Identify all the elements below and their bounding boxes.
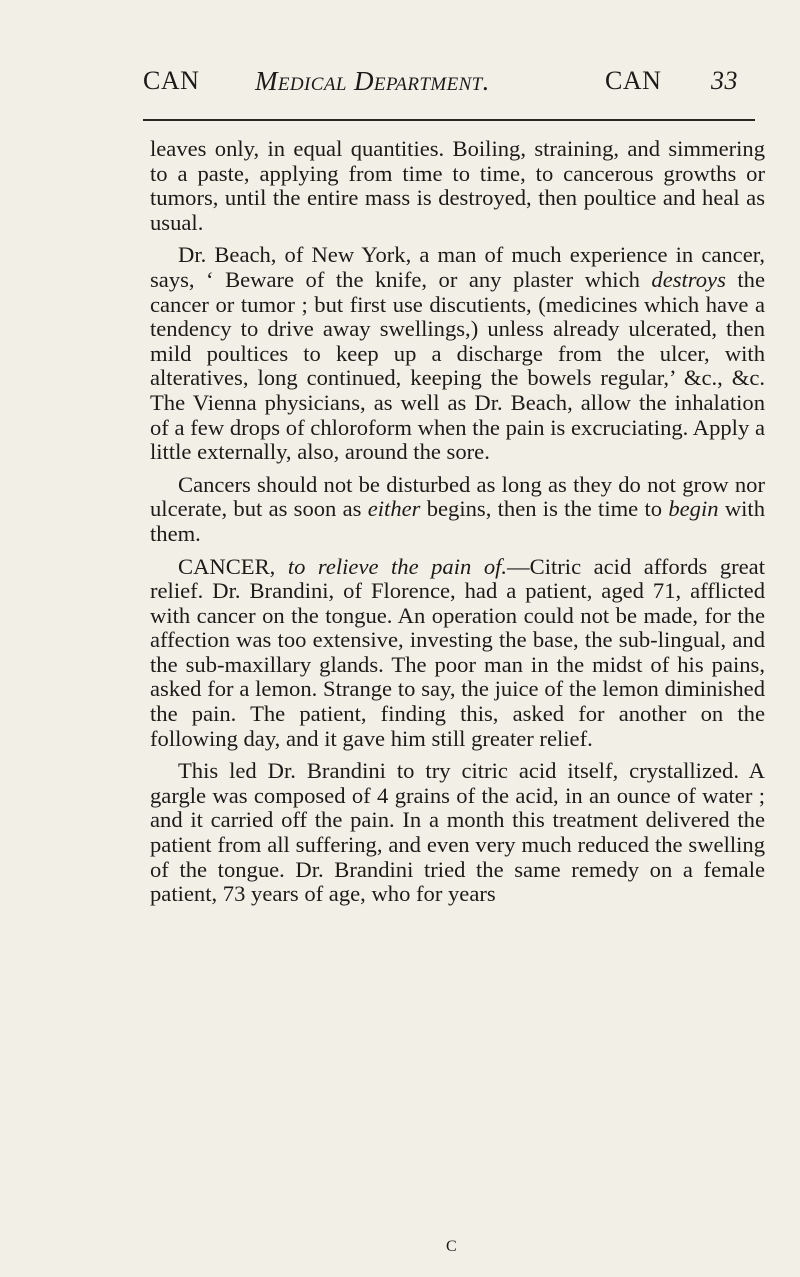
paragraph-2: [150, 243, 765, 464]
header-rule: [143, 119, 755, 121]
paragraph-3-text-c: with them.: [150, 496, 765, 546]
paragraph-3-italic-either: either: [367, 496, 421, 522]
paragraph-1-text: leaves only, in equal quantities. Boiling, straining, and simmering to a paste, applying from time to time, to cancerous growths or tumors, until the entire mass is destroyed, then poultice and heal as usual.: [150, 136, 765, 235]
paragraph-2-text-b: the cancer or tumor ; but first use discutients, (medicines which have a tendency to drive away swellings,) unless already ulcerated, then mild poultices to keep up a discharge from the ulcer, with alteratives, long continued, keeping the bowels regular,’ &c., &c. The Vienna physicians, as well as Dr. Beach, allow the inhalation of a few drops of chloroform when the pain is excruciating. Apply a little externally, also, around the sore.: [150, 266, 765, 465]
paragraph-3: [150, 473, 765, 547]
paragraph-3-text-b: begins, then is the time to: [420, 496, 669, 522]
header-right-entry: CAN: [605, 66, 662, 95]
header-left-entry: CAN: [143, 66, 200, 95]
paragraph-5-text: This led Dr. Brandini to try citric acid itself, crystallized. A gargle was composed of 4 grains of the acid, in an ounce of water ; and it carried off the pain. In a month this treatment delivered the patient from all suffering, and even very much reduced the swelling of the tongue. Dr. Brandini tried the same remedy on a female patient, 73 years of age, who for years: [150, 758, 765, 907]
page-number: 33: [711, 66, 738, 95]
paragraph-1: [150, 137, 765, 235]
body-text: [150, 137, 765, 907]
paragraph-4-text: —Citric acid affords great relief. Dr. Brandini, of Florence, had a patient, aged 71, afflicted with cancer on the tongue. An operation could not be made, for the affection was too extensive, investing the base, the sub-lingual, and the sub-maxillary glands. The poor man in the midst of his pains, asked for a lemon. Strange to say, the juice of the lemon diminished the pain. The patient, finding this, asked for another on the following day, and it gave him still greater relief.: [150, 553, 765, 751]
paragraph-2-italic-destroys: destroys: [651, 266, 726, 292]
paragraph-3-text-a: Cancers should not be disturbed as long as they do not grow nor ulcerate, but as soon as: [150, 471, 765, 522]
paragraph-4: [150, 555, 765, 752]
header-section-title: Medical Department.: [255, 66, 490, 96]
paragraph-5: [150, 759, 765, 907]
running-head: [143, 66, 763, 106]
paragraph-3-italic-begin: begin: [668, 496, 719, 522]
entry-subheading: to relieve the pain of.: [287, 553, 508, 579]
signature-mark: C: [446, 1238, 457, 1255]
entry-heading-cancer: CANCER,: [178, 553, 288, 579]
paragraph-2-text-a: Dr. Beach, of New York, a man of much experience in cancer, says, ‘ Beware of the knife, or any plaster which: [150, 242, 765, 292]
